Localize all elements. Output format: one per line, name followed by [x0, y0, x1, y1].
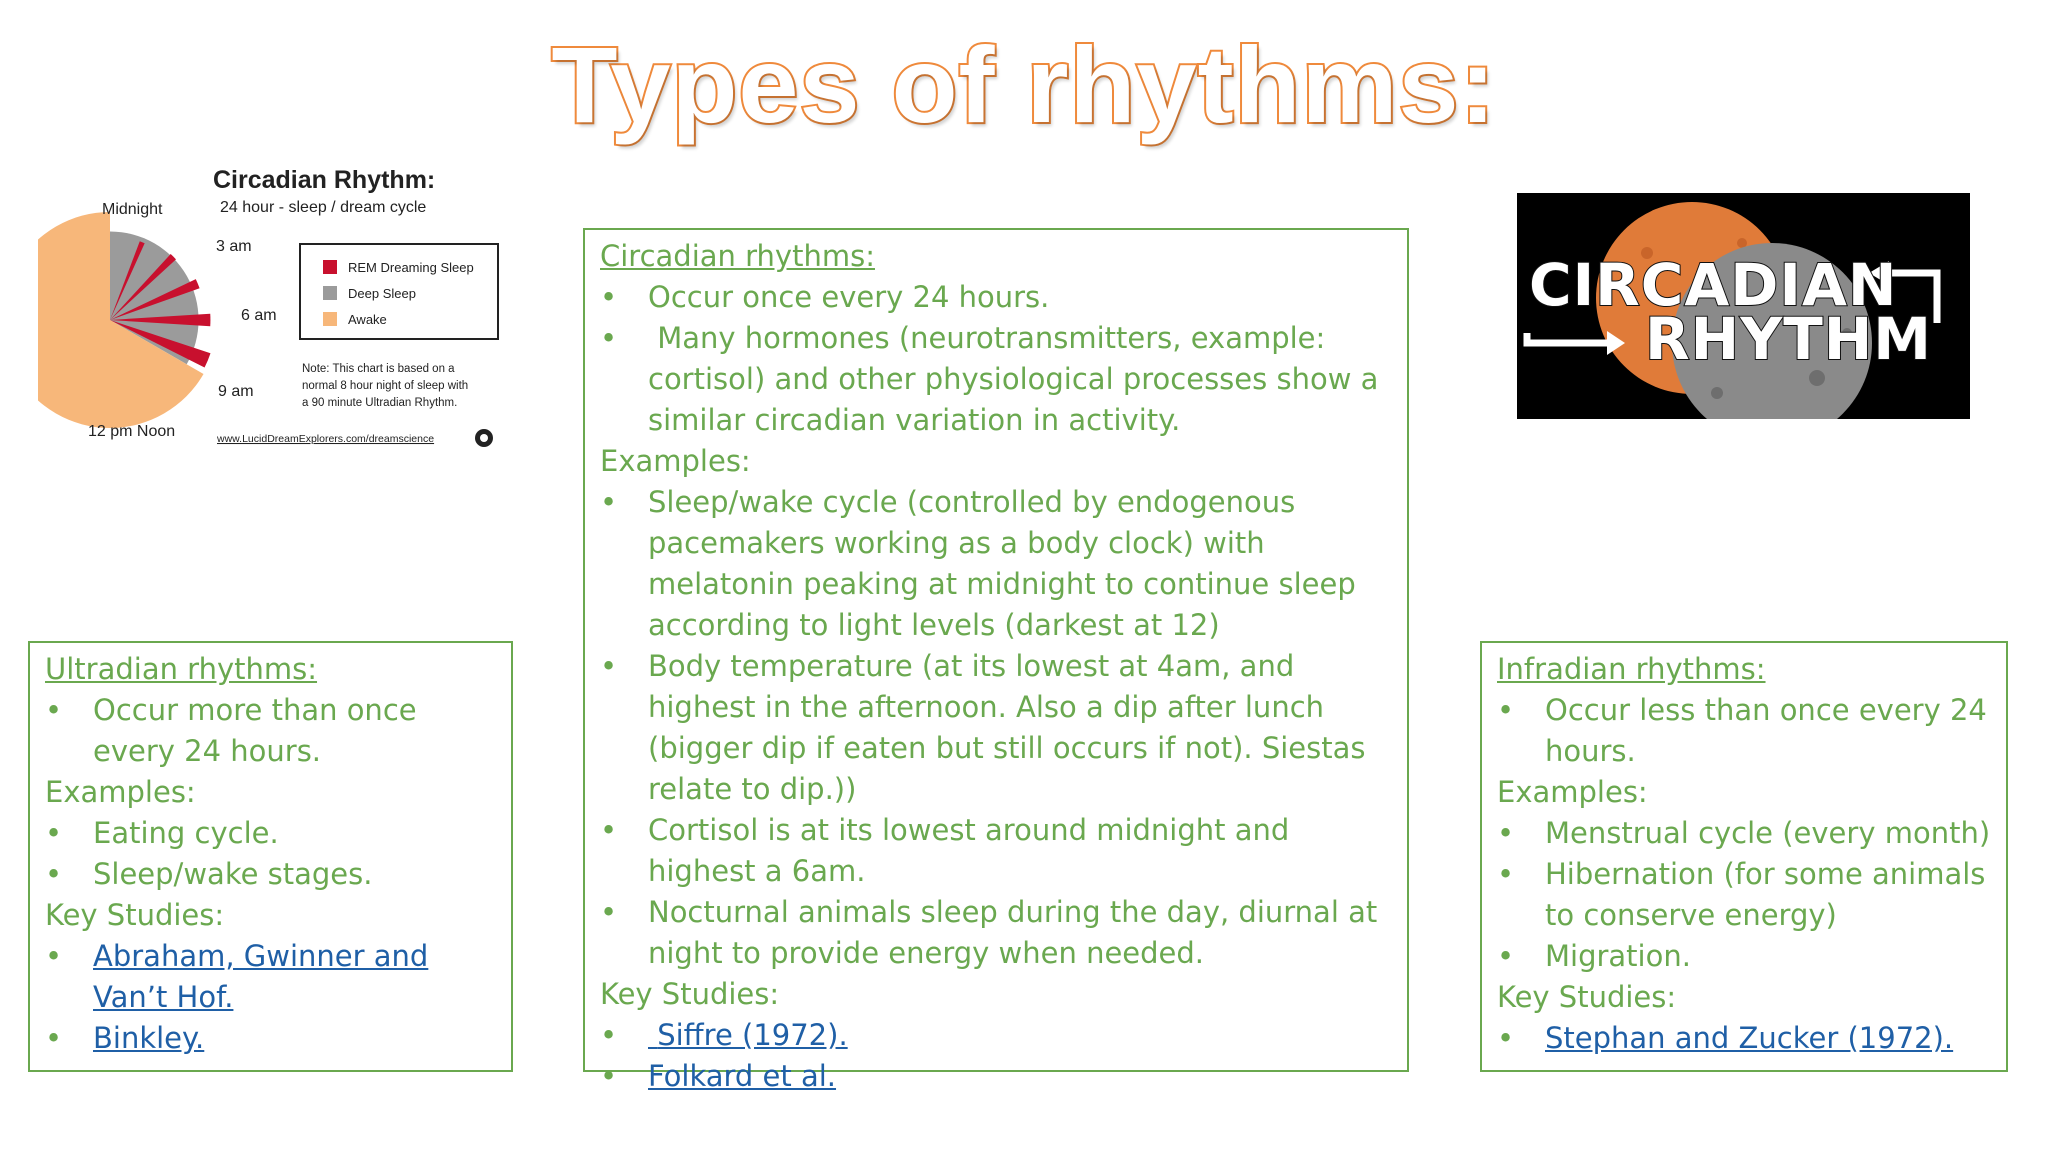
legend-label-awake: Awake	[348, 312, 387, 327]
ultradian-studies-label: Key Studies:	[45, 898, 225, 932]
clock-label-6am: 6 am	[241, 307, 277, 324]
circadian-panel	[583, 228, 1409, 1093]
circadian-rhythm-logo	[1517, 193, 1970, 419]
ultradian-study-item	[45, 1018, 497, 1059]
infradian-study-item	[1497, 1018, 1992, 1059]
infradian-bullet: • Occur less than once every 24 hours.	[1497, 690, 1992, 772]
circadian-example: • Body temperature (at its lowest at 4am, and highest in the afternoon. Also a dip after lunch (bigger dip if eaten but still occurs if not). Siestas relate to dip.))	[600, 646, 1393, 810]
ultradian-examples-label: Examples:	[45, 775, 196, 809]
legend-swatch-awake	[323, 312, 337, 326]
circadian-studies-label: Key Studies:	[600, 977, 780, 1011]
ultradian-study-item	[45, 936, 497, 1018]
circadian-examples-label: Examples:	[600, 444, 751, 478]
legend-label-deep: Deep Sleep	[348, 286, 416, 301]
circadian-rhythm-chart	[38, 160, 508, 460]
circadian-study-item	[600, 1056, 1393, 1097]
legend-label-rem: REM Dreaming Sleep	[348, 260, 474, 275]
circadian-example: • Sleep/wake cycle (controlled by endogenous pacemakers working as a body clock) with melatonin peaking at midnight to continue sleep according to light levels (darkest at 12)	[600, 482, 1393, 646]
slide-title: Types of rhythms:	[551, 24, 1497, 145]
clock-label-midnight: Midnight	[102, 201, 163, 218]
circadian-bullet: • Occur once every 24 hours.	[600, 277, 1393, 318]
infradian-panel	[1480, 641, 2008, 1072]
infradian-example: • Menstrual cycle (every month)	[1497, 813, 1992, 854]
circadian-study-item	[600, 1015, 1393, 1056]
chart-note-2: normal 8 hour night of sleep with	[302, 380, 469, 392]
logo-line1: CIRCADIAN	[1529, 251, 1898, 319]
clock-label-9am: 9 am	[218, 383, 254, 400]
circadian-example: • Cortisol is at its lowest around midnight and highest a 6am.	[600, 810, 1393, 892]
ultradian-heading: Ultradian rhythms:	[45, 652, 318, 686]
study-link-abraham[interactable]: Abraham, Gwinner and Van’t Hof.	[93, 939, 429, 1014]
circadian-heading: Circadian rhythms:	[600, 239, 875, 273]
circadian-bullet: • Many hormones (neurotransmitters, example: cortisol) and other physiological processes show a similar circadian variation in activity.	[600, 318, 1393, 441]
infradian-heading: Infradian rhythms:	[1497, 652, 1766, 686]
study-link-folkard[interactable]: Folkard et al.	[648, 1059, 837, 1093]
chart-note-1: Note: This chart is based on a	[302, 363, 455, 375]
ultradian-bullet: • Occur more than once every 24 hours.	[45, 690, 497, 772]
legend-swatch-rem	[323, 260, 337, 274]
study-link-siffre[interactable]: Siffre (1972).	[648, 1018, 848, 1052]
infradian-example: • Hibernation (for some animals to conserve energy)	[1497, 854, 1992, 936]
ultradian-example: • Sleep/wake stages.	[45, 854, 497, 895]
study-link-binkley[interactable]: Binkley.	[93, 1021, 205, 1055]
study-link-stephan-zucker[interactable]: Stephan and Zucker (1972).	[1545, 1021, 1954, 1055]
clock-label-3am: 3 am	[216, 238, 252, 255]
ultradian-panel	[28, 641, 513, 1072]
infradian-studies-label: Key Studies:	[1497, 980, 1677, 1014]
chart-title: Circadian Rhythm:	[213, 166, 436, 194]
logo-line2: RHYTHM	[1645, 305, 1933, 373]
ultradian-example: • Eating cycle.	[45, 813, 497, 854]
infradian-examples-label: Examples:	[1497, 775, 1648, 809]
legend-swatch-deep	[323, 286, 337, 300]
infradian-example: • Migration.	[1497, 936, 1992, 977]
chart-note-3: a 90 minute Ultradian Rhythm.	[302, 397, 458, 409]
pie-group	[38, 212, 210, 428]
clock-label-noon: 12 pm Noon	[88, 423, 176, 440]
chart-source: www.LucidDreamExplorers.com/dreamscience	[217, 433, 435, 445]
chart-subtitle: 24 hour - sleep / dream cycle	[220, 199, 427, 216]
circadian-example: • Nocturnal animals sleep during the day, diurnal at night to provide energy when needed.	[600, 892, 1393, 974]
